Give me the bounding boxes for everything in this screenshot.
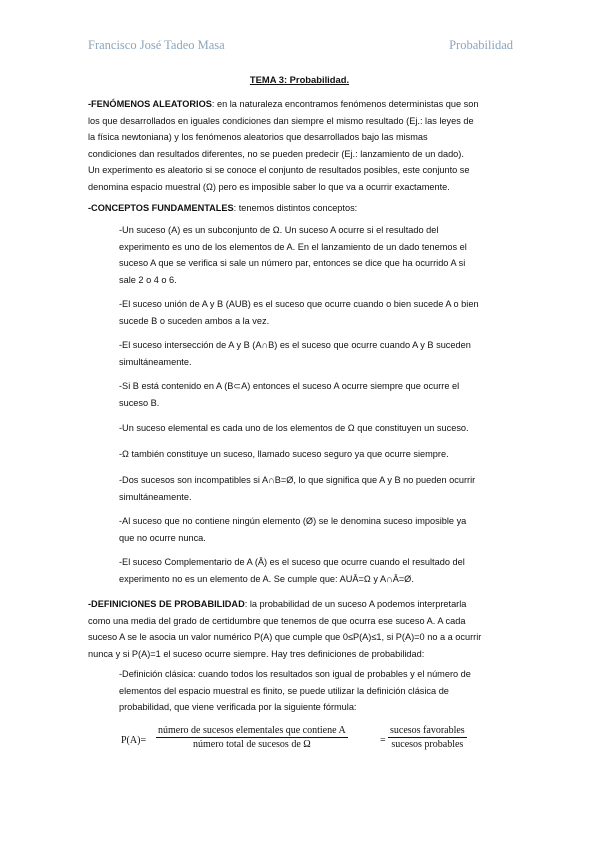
section-definiciones-line: nunca y si P(A)=1 el suceso ocurre siempre. Hay tres definiciones de probabilidad:	[88, 648, 425, 659]
formula-numerator: número de sucesos elementales que contiene A	[158, 725, 346, 736]
section-text: : tenemos distintos conceptos:	[233, 203, 358, 213]
section-fenomenos-line: Un experimento es aleatorio si se conoce el conjunto de resultados posibles, este conjunto se	[88, 165, 470, 176]
concept-line: -Al suceso que no contiene ningún elemento (Ø) se le denomina suceso imposible ya	[119, 516, 467, 526]
concept-line: -Un suceso (A) es un subconjunto de Ω. Un suceso A ocurre si el resultado del	[119, 225, 439, 235]
formula-fraction-simple	[388, 725, 467, 750]
concept-line: simultáneamente.	[119, 356, 192, 367]
section-fenomenos-line: los que desarrollados en iguales condiciones dan siempre el mismo resultado (Ej.: las leyes de	[88, 115, 474, 126]
section-definiciones-line: como una media del grado de certidumbre que tenemos de que ocurra ese suceso A. A cada	[88, 615, 466, 626]
definicion-line: -Definición clásica: cuando todos los resultados son igual de probables y el número de	[119, 669, 471, 679]
section-fenomenos-line: condiciones dan resultados diferentes, no se pueden predecir (Ej.: lanzamiento de un dado).	[88, 148, 464, 159]
concept-item-interseccion	[119, 337, 522, 370]
concept-item-suceso	[119, 222, 522, 288]
section-heading: -DEFINICIONES DE PROBABILIDAD	[88, 599, 245, 609]
section-text: : en la naturaleza encontramos fenómenos deterministas que son	[211, 99, 479, 109]
page-title: TEMA 3: Probabilidad.	[249, 74, 350, 85]
concept-line: sucede B o suceden ambos a la vez.	[119, 315, 270, 326]
formula-denominator: número total de sucesos de Ω	[193, 739, 311, 750]
definicion-clasica	[119, 666, 522, 716]
concept-line: -Ω también constituye un suceso, llamado suceso seguro ya que ocurre siempre.	[119, 449, 449, 459]
formula-equals: =	[380, 735, 386, 746]
concept-line: -El suceso intersección de A y B (A∩B) es el suceso que ocurre cuando A y B suceden	[119, 340, 471, 350]
section-definiciones-line: suceso A se le asocia un valor numérico P(A) que cumple que 0≤P(A)≤1, si P(A)=0 no a a ocurrir	[88, 632, 482, 643]
concept-line: -El suceso unión de A y B (AUB) es el suceso que ocurre cuando o bien sucede A o bien	[119, 299, 479, 309]
concept-item-elemental	[119, 420, 522, 437]
definicion-line: probabilidad, que viene verificada por la siguiente fórmula:	[119, 702, 357, 713]
probability-formula	[0, 722, 599, 762]
section-heading: -FENÓMENOS ALEATORIOS	[88, 99, 212, 109]
formula-lhs: P(A)=	[121, 735, 147, 746]
concept-line: que no ocurre nunca.	[119, 532, 206, 543]
formula-denominator: sucesos probables	[391, 739, 464, 750]
section-definiciones-line	[88, 596, 520, 613]
formula-fraction-main	[156, 725, 348, 750]
section-conceptos	[88, 200, 520, 217]
definicion-line: elementos del espacio muestral es finito, se puede utilizar la definición clásica de	[119, 685, 449, 696]
concept-line: experimento no es un elemento de A. Se cumple que: AUĀ=Ω y A∩Ā=Ø.	[119, 573, 414, 584]
concept-line: -Dos sucesos son incompatibles si A∩B=Ø, lo que significa que A y B no pueden ocurrir	[119, 475, 476, 485]
header-subject: Probabilidad	[449, 38, 513, 52]
concept-line: sale 2 o 4 o 6.	[119, 274, 177, 285]
section-conceptos-line	[88, 200, 520, 217]
section-fenomenos-line: la física newtoniana) y los fenómenos aleatorios que desarrollados bajo las mismas	[88, 132, 428, 143]
concept-line: suceso A que se verifica si sale un número par, entonces se dice que ha ocurrido A si	[119, 258, 466, 269]
concept-item-imposible	[119, 513, 522, 546]
concept-line: -Si B está contenido en A (B⊂A) entonces el suceso A ocurre siempre que ocurre el	[119, 381, 460, 391]
concept-item-seguro	[119, 446, 522, 463]
concept-line: experimento es uno de los elementos de A. En el lanzamiento de un dado tenemos el	[119, 241, 467, 252]
section-fenomenos-line: denomina espacio muestral (Ω) pero es imposible saber lo que va a ocurrir exactamente.	[88, 181, 450, 192]
concept-line: suceso B.	[119, 397, 160, 408]
header-author: Francisco José Tadeo Masa	[88, 38, 225, 52]
concept-item-contenido	[119, 378, 522, 411]
section-heading: -CONCEPTOS FUNDAMENTALES	[88, 203, 234, 213]
formula-numerator: sucesos favorables	[390, 725, 465, 736]
concept-line: -Un suceso elemental es cada uno de los elementos de Ω que constituyen un suceso.	[119, 423, 469, 433]
concept-line: simultáneamente.	[119, 491, 192, 502]
section-definiciones	[88, 596, 520, 662]
concept-item-incompatibles	[119, 472, 522, 505]
concept-item-complementario	[119, 554, 522, 587]
section-text: : la probabilidad de un suceso A podemos interpretarla	[244, 599, 467, 609]
section-fenomenos	[88, 96, 520, 196]
concept-line: -El suceso Complementario de A (Ā) es el suceso que ocurre cuando el resultado del	[119, 557, 465, 567]
section-fenomenos-line	[88, 96, 520, 113]
concept-item-union	[119, 296, 522, 329]
